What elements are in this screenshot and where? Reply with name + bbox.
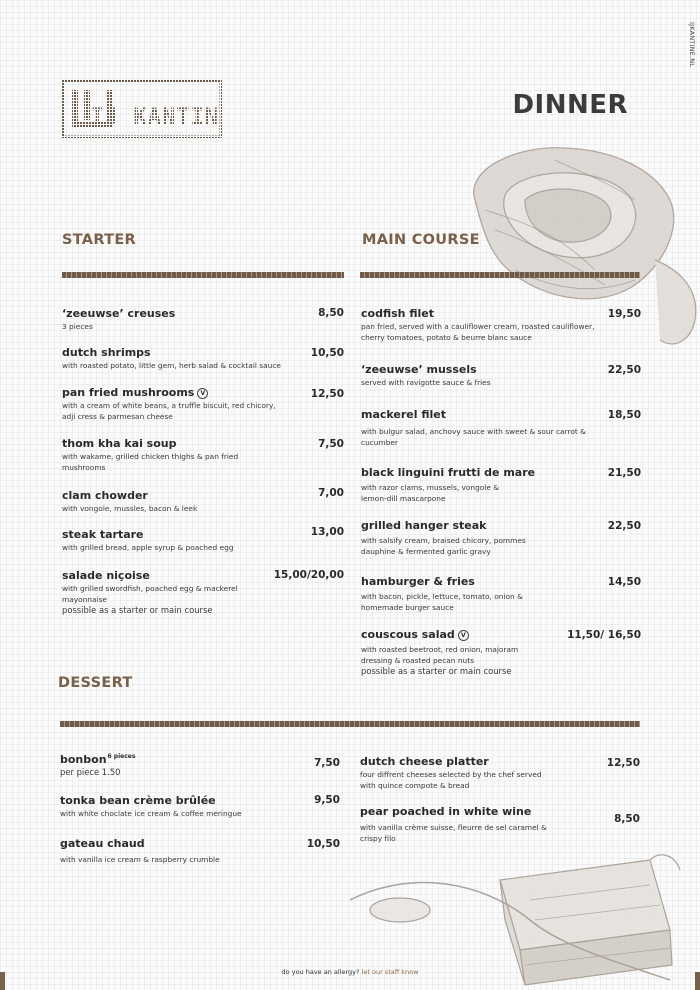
item-name: salade niçoise — [62, 569, 150, 582]
item-name: black linguini frutti de mare — [361, 466, 536, 479]
menu-item — [60, 794, 340, 820]
item-price: 10,50 — [306, 838, 340, 850]
menu-item — [361, 519, 641, 557]
item-description: with grilled swordfish, poached egg & mackerel mayonnaise — [62, 584, 238, 604]
item-description: with roasted beetroot, red onion, majoram dressing & roasted pecan nuts — [361, 645, 519, 665]
item-description: with vongole, mussles, bacon & leek — [62, 504, 198, 513]
restaurant-logo — [62, 80, 222, 142]
menu-item — [361, 408, 641, 448]
item-price: 19,50 — [607, 308, 641, 320]
item-description: with razor clams, mussels, vongole & lemon-dill mascarpone — [361, 483, 500, 503]
item-description: pan fried, served with a cauliflower cream, roasted cauliflower, cherry tomatoes, potato & beurre blanc sauce — [361, 322, 595, 342]
allergy-answer: let our staff know — [359, 968, 419, 976]
item-description: with white choclate ice cream & coffee meringue — [60, 809, 242, 818]
item-price: 18,50 — [607, 409, 641, 421]
menu-item — [361, 628, 641, 677]
menu-item — [62, 437, 344, 473]
item-description: served with ravigotte sauce & fries — [361, 378, 491, 387]
item-description: with salsify cream, braised chicory, pommes dauphine & fermented garlic gravy — [361, 536, 526, 556]
item-name: grilled hanger steak — [361, 519, 487, 532]
menu-item — [361, 363, 641, 389]
menu-item — [62, 346, 344, 372]
item-price: 7,50 — [318, 438, 344, 450]
vegetarian-badge-icon: V — [197, 388, 208, 399]
item-description: with a cream of white beans, a truffle biscuit, red chicory, adji cress & parmesan cheese — [62, 401, 276, 421]
logo-wordmark: IJ KANTINE — [90, 105, 222, 130]
corner-mark-left — [0, 972, 5, 990]
menu-item — [60, 753, 340, 778]
item-price: 12,50 — [606, 757, 640, 769]
allergy-question: do you have an allergy? — [281, 968, 360, 976]
item-name: ‘zeeuwse’ mussels — [361, 363, 477, 376]
page-title: DINNER — [512, 90, 628, 120]
menu-item — [361, 307, 641, 343]
item-price: 8,50 — [614, 813, 640, 825]
item-name: clam chowder — [62, 489, 148, 502]
main-course-heading: MAIN COURSE — [362, 232, 480, 248]
item-name: pear poached in white wine — [360, 805, 532, 818]
item-description: with vanilla crème suisse, fleurre de sel caramel & crispy filo — [360, 823, 547, 843]
starter-divider — [62, 272, 344, 278]
item-portion: 6 pieces — [107, 753, 136, 760]
item-description: with vanilla ice cream & raspberry crumble — [60, 855, 220, 864]
item-price: 13,00 — [310, 526, 344, 538]
item-description: with bacon, pickle, lettuce, tomato, onion & homemade burger sauce — [361, 592, 523, 612]
item-name: bonbon — [60, 753, 107, 766]
item-description: with wakame, grilled chicken thighs & pan fried mushrooms — [62, 452, 239, 472]
item-note: per piece 1.50 — [60, 767, 121, 777]
item-price: 11,50/ 16,50 — [567, 629, 641, 641]
item-price: 15,00/20,00 — [273, 569, 344, 581]
menu-item — [62, 528, 344, 554]
item-note: possible as a starter or main course — [361, 666, 512, 676]
item-price: 22,50 — [607, 520, 641, 532]
item-name: steak tartare — [62, 528, 144, 541]
menu-item — [60, 837, 340, 866]
item-description: with bulgur salad, anchovy sauce with sweet & sour carrot & cucumber — [361, 427, 586, 447]
item-price: 7,00 — [318, 487, 344, 499]
item-description: four diffrent cheeses selected by the chef served with quince compote & bread — [360, 770, 542, 790]
menu-item — [360, 755, 640, 791]
menu-item — [62, 386, 344, 422]
corner-mark-right — [695, 972, 700, 990]
item-name: hamburger & fries — [361, 575, 475, 588]
website-url[interactable]: IJKANTINE.NL — [688, 22, 696, 68]
item-name: pan fried mushrooms — [62, 386, 195, 399]
menu-item — [361, 575, 641, 613]
menu-item — [62, 489, 344, 515]
item-price: 8,50 — [318, 307, 344, 319]
item-price: 14,50 — [607, 576, 641, 588]
item-name: dutch shrimps — [62, 346, 151, 359]
menu-item — [361, 466, 641, 504]
item-description: with roasted potato, little gem, herb salad & cocktail sauce — [62, 361, 281, 370]
item-name: couscous salad — [361, 628, 455, 641]
item-note: possible as a starter or main course — [62, 605, 213, 615]
item-name: thom kha kai soup — [62, 437, 177, 450]
vegetarian-badge-icon: V — [458, 630, 469, 641]
dessert-divider — [60, 721, 640, 727]
item-description: with grilled bread, apple syrup & poached egg — [62, 543, 234, 552]
allergy-notice — [0, 968, 700, 976]
item-name: codfish filet — [361, 307, 434, 320]
menu-item — [360, 805, 640, 844]
item-name: ‘zeeuwse’ creuses — [62, 307, 176, 320]
item-name: mackerel filet — [361, 408, 447, 421]
item-description: 3 pieces — [62, 322, 93, 331]
item-name: dutch cheese platter — [360, 755, 489, 768]
main-course-divider — [360, 272, 640, 278]
starter-heading: STARTER — [62, 232, 137, 248]
item-price: 12,50 — [310, 388, 344, 400]
menu-item — [62, 569, 344, 616]
dessert-heading: DESSERT — [58, 675, 133, 691]
item-name: tonka bean crème brûlée — [60, 794, 216, 807]
item-price: 7,50 — [314, 757, 340, 769]
item-name: gateau chaud — [60, 837, 145, 850]
menu-item — [62, 307, 344, 333]
item-price: 10,50 — [310, 347, 344, 359]
item-price: 22,50 — [607, 364, 641, 376]
item-price: 21,50 — [607, 467, 641, 479]
item-price: 9,50 — [314, 794, 340, 806]
